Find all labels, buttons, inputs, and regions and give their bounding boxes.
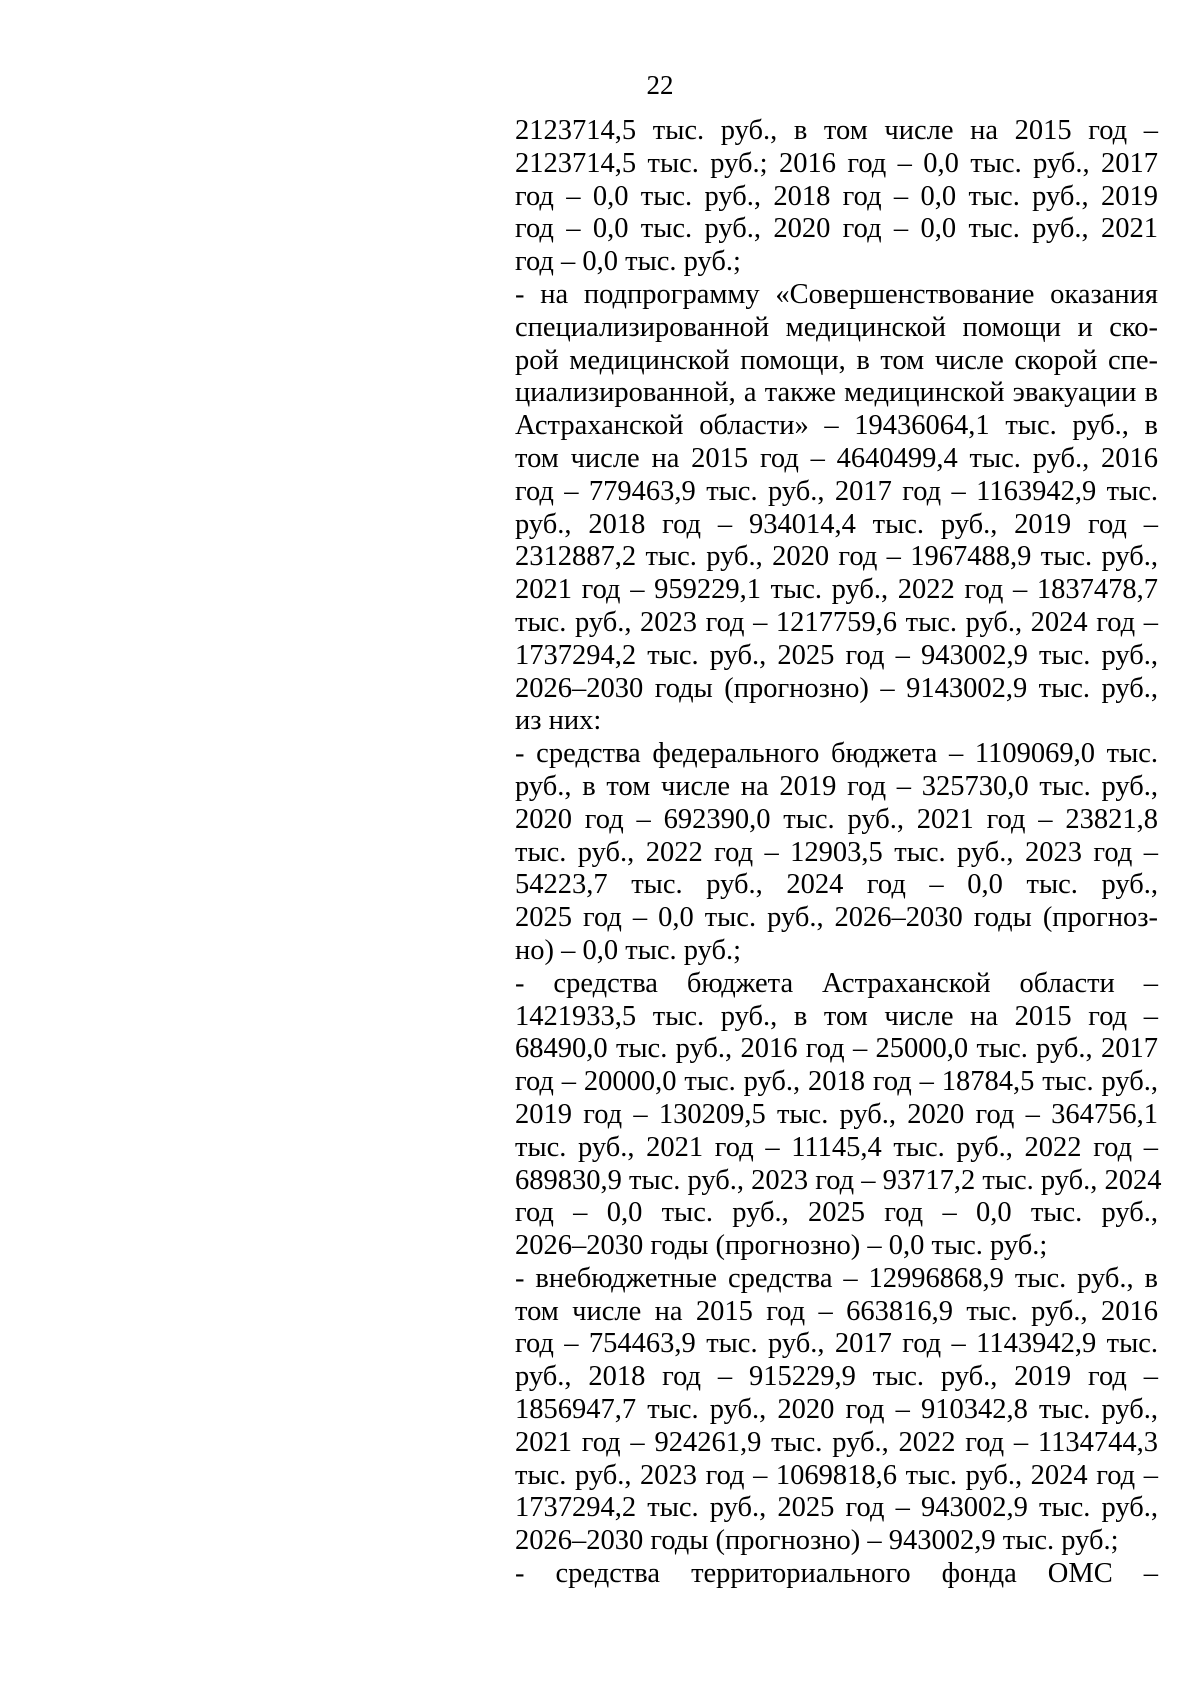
text-line: рой медицинской помощи, в том числе скорой спе- <box>515 344 1158 376</box>
page-number: 22 <box>646 70 674 100</box>
text-line: - внебюджетные средства – 12996868,9 тыс. руб., в <box>515 1262 1158 1294</box>
text-line: год – 754463,9 тыс. руб., 2017 год – 1143942,9 тыс. <box>515 1328 1158 1360</box>
text-line: руб., 2018 год – 934014,4 тыс. руб., 2019 год – <box>515 508 1158 540</box>
text-line: тыс. руб., 2022 год – 12903,5 тыс. руб., 2023 год – <box>515 836 1158 868</box>
text-line: 1737294,2 тыс. руб., 2025 год – 943002,9 тыс. руб., <box>515 1492 1158 1524</box>
text-line: - на подпрограмму «Совершенствование оказания <box>515 278 1158 310</box>
text-line: 2026–2030 годы (прогнозно) – 943002,9 тыс. руб.; <box>515 1525 1119 1557</box>
text-line: 2026–2030 годы (прогнозно) – 0,0 тыс. руб.; <box>515 1230 1048 1262</box>
text-line: год – 0,0 тыс. руб., 2025 год – 0,0 тыс. руб., <box>515 1197 1158 1229</box>
body-text <box>515 115 1162 1591</box>
text-line: тыс. руб., 2021 год – 11145,4 тыс. руб., 2022 год – <box>515 1131 1158 1163</box>
text-line: 2123714,5 тыс. руб., в том числе на 2015 год – <box>515 115 1158 146</box>
text-line: Астраханской области» – 19436064,1 тыс. руб., в <box>515 410 1158 442</box>
text-line: специализированной медицинской помощи и ско- <box>515 311 1158 343</box>
text-line: 2312887,2 тыс. руб., 2020 год – 1967488,9 тыс. руб., <box>515 541 1158 573</box>
text-line: 1737294,2 тыс. руб., 2025 год – 943002,9 тыс. руб., <box>515 639 1158 671</box>
text-line: из них: <box>515 705 602 737</box>
text-line: год – 0,0 тыс. руб., 2018 год – 0,0 тыс. руб., 2019 <box>515 180 1158 212</box>
text-line: 2025 год – 0,0 тыс. руб., 2026–2030 годы (прогноз- <box>515 902 1158 934</box>
text-line: год – 20000,0 тыс. руб., 2018 год – 18784,5 тыс. руб., <box>515 1066 1158 1098</box>
text-line: том числе на 2015 год – 663816,9 тыс. руб., 2016 <box>515 1295 1158 1327</box>
text-line: - средства федерального бюджета – 1109069,0 тыс. <box>515 738 1158 770</box>
text-line: - средства бюджета Астраханской области – <box>515 967 1158 999</box>
text-line: 2026–2030 годы (прогнозно) – 9143002,9 тыс. руб., <box>515 672 1158 704</box>
text-line: 2123714,5 тыс. руб.; 2016 год – 0,0 тыс. руб., 2017 <box>515 147 1158 179</box>
text-line: 689830,9 тыс. руб., 2023 год – 93717,2 тыс. руб., 2024 <box>515 1164 1162 1196</box>
text-line: 2021 год – 924261,9 тыс. руб., 2022 год – 1134744,3 <box>515 1426 1158 1458</box>
text-line: 2019 год – 130209,5 тыс. руб., 2020 год – 364756,1 <box>515 1098 1158 1130</box>
text-line: руб., в том числе на 2019 год – 325730,0 тыс. руб., <box>515 770 1158 802</box>
text-line: 54223,7 тыс. руб., 2024 год – 0,0 тыс. руб., <box>515 869 1158 901</box>
text-line: тыс. руб., 2023 год – 1069818,6 тыс. руб., 2024 год – <box>515 1459 1158 1491</box>
text-line: том числе на 2015 год – 4640499,4 тыс. руб., 2016 <box>515 442 1158 474</box>
text-line: - средства территориального фонда ОМС – <box>515 1558 1158 1590</box>
text-line: год – 0,0 тыс. руб., 2020 год – 0,0 тыс. руб., 2021 <box>515 213 1158 245</box>
text-line: циализированной, а также медицинской эвакуации в <box>515 377 1158 409</box>
text-line: год – 0,0 тыс. руб.; <box>515 246 741 278</box>
text-line: 1421933,5 тыс. руб., в том числе на 2015 год – <box>515 1000 1158 1032</box>
text-line: 2020 год – 692390,0 тыс. руб., 2021 год – 23821,8 <box>515 803 1158 835</box>
text-line: 2021 год – 959229,1 тыс. руб., 2022 год – 1837478,7 <box>515 574 1158 606</box>
text-line: год – 779463,9 тыс. руб., 2017 год – 1163942,9 тыс. <box>515 475 1158 507</box>
text-line: руб., 2018 год – 915229,9 тыс. руб., 2019 год – <box>515 1361 1158 1393</box>
text-line: но) – 0,0 тыс. руб.; <box>515 934 742 966</box>
text-line: 68490,0 тыс. руб., 2016 год – 25000,0 тыс. руб., 2017 <box>515 1033 1158 1065</box>
text-line: тыс. руб., 2023 год – 1217759,6 тыс. руб., 2024 год – <box>515 606 1158 638</box>
text-line: 1856947,7 тыс. руб., 2020 год – 910342,8 тыс. руб., <box>515 1394 1158 1426</box>
